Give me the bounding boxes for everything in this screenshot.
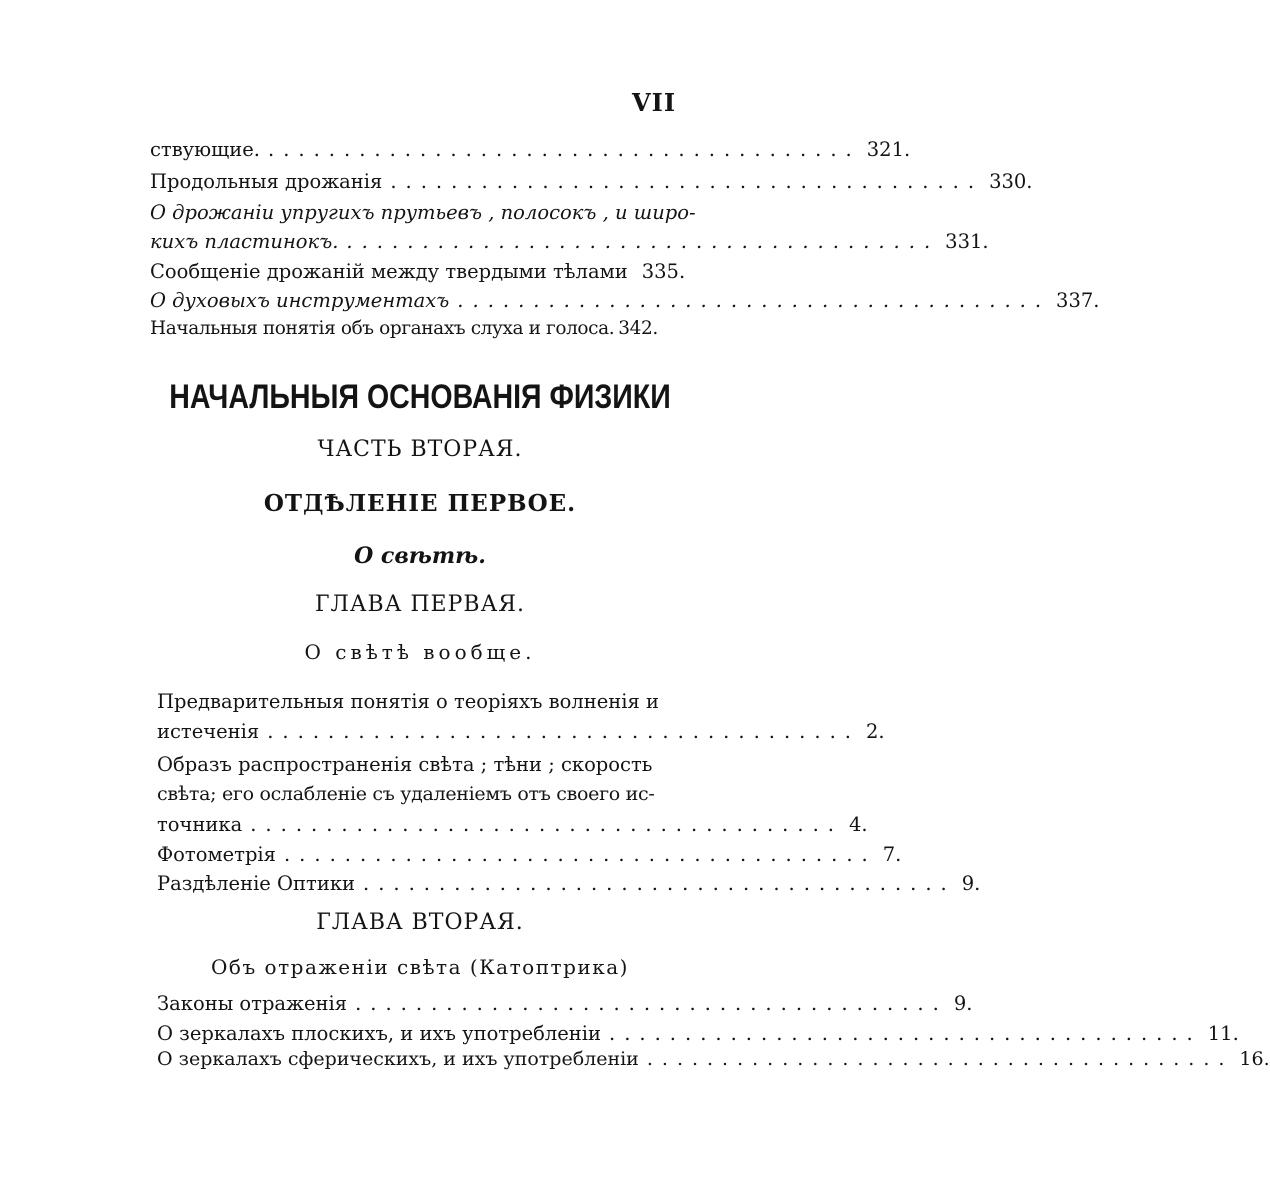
main-title: НАЧАЛЬНЫЯ ОСНОВАНІЯ ФИЗИКИ: [169, 378, 671, 416]
toc-entry-page: 330.: [989, 170, 1033, 193]
toc-entry-page: 7.: [882, 843, 902, 866]
toc-entry-page: 331.: [945, 230, 989, 253]
toc-entry-text: свѣта; его ослабленіе съ удаленіемъ отъ своего ис-: [157, 783, 655, 805]
section-title: ОТДѢЛЕНІЕ ПЕРВОЕ.: [263, 490, 577, 517]
toc-entry: [157, 813, 868, 836]
toc-entry: [150, 318, 683, 339]
leader-dots: .......................................: [346, 230, 940, 253]
toc-entry-page: 16.: [1239, 1048, 1270, 1070]
leader-dots: .......................................: [268, 138, 861, 161]
toc-entry-text: точника: [157, 813, 243, 836]
toc-entry-page: 321.: [866, 138, 911, 161]
leader-dots: .......................................: [609, 1022, 1202, 1045]
toc-entry-text: Фотометрія: [157, 843, 276, 866]
leader-dots: .......................................: [355, 992, 948, 1015]
toc-entry: [157, 872, 981, 895]
subject-title: О свѣтѣ.: [354, 543, 486, 569]
toc-entry-text: Образъ распространенія свѣта ; тѣни ; скорость: [157, 753, 653, 776]
toc-entry-text: Предварительныя понятія о теоріяхъ волненія и: [157, 690, 660, 713]
toc-entry-page: 9.: [961, 872, 981, 895]
toc-entry: [157, 720, 885, 743]
toc-entry-text: О духовыхъ инструментахъ: [150, 289, 450, 312]
toc-entry-text: О зеркалахъ плоскихъ, и ихъ употребленіи: [157, 1022, 602, 1045]
chapter-two-subtitle: Объ отраженіи свѣта (Катоптрика): [211, 955, 629, 979]
toc-entry: [150, 138, 911, 161]
toc-entry-page: 9.: [953, 992, 973, 1015]
toc-entry-page: 337.: [1056, 289, 1100, 312]
toc-entry: [150, 170, 1033, 193]
toc-entry: [150, 260, 686, 283]
toc-entry-page: 335.: [641, 260, 686, 283]
toc-entry-text: О дрожаніи упругихъ прутьевъ , полосокъ , и широ-: [150, 201, 696, 224]
toc-entry-text: Сообщеніе дрожаній между твердыми тѣлами: [150, 260, 628, 283]
toc-entry-text: Законы отраженія: [157, 992, 348, 1015]
toc-entry-text: Начальныя понятія объ органахъ слуха и голоса.: [150, 318, 615, 339]
chapter-two-title: ГЛАВА ВТОРАЯ.: [316, 910, 524, 935]
toc-entry-page: 11.: [1207, 1022, 1239, 1045]
leader-dots: .......................................: [646, 1048, 1234, 1070]
chapter-one-subtitle: О свѣтѣ вообще.: [304, 640, 536, 664]
toc-entry: [157, 1048, 1270, 1070]
chapter-one-title: ГЛАВА ПЕРВАЯ.: [314, 592, 526, 617]
toc-entry: [157, 843, 902, 866]
leader-dots: .......................................: [250, 813, 843, 836]
leader-dots: .......................................: [457, 289, 1051, 312]
leader-dots: .......................................: [283, 843, 877, 866]
toc-entry: [157, 992, 973, 1015]
leader-dots: .......................................: [363, 872, 956, 895]
part-title: ЧАСТЬ ВТОРАЯ.: [317, 437, 523, 462]
toc-entry-page: 342.: [618, 318, 658, 339]
toc-entry-text: истеченія: [157, 720, 260, 743]
toc-entry: [157, 1022, 1239, 1045]
page-number: VII: [632, 88, 677, 117]
toc-entry-text: Раздѣленіе Оптики: [157, 872, 355, 895]
toc-entry-page: 2.: [865, 720, 885, 743]
toc-entry-page: 4.: [848, 813, 868, 836]
leader-dots: .......................................: [390, 170, 984, 193]
leader-dots: .......................................: [267, 720, 860, 743]
toc-entry: [150, 230, 989, 253]
toc-entry-text: ствующие.: [150, 138, 261, 161]
toc-entry-text: Продольныя дрожанія: [150, 170, 383, 193]
toc-entry: [150, 289, 1100, 312]
toc-entry-text: О зеркалахъ сферическихъ, и ихъ употребленіи: [157, 1048, 639, 1070]
toc-entry-text: кихъ пластинокъ.: [150, 230, 339, 253]
